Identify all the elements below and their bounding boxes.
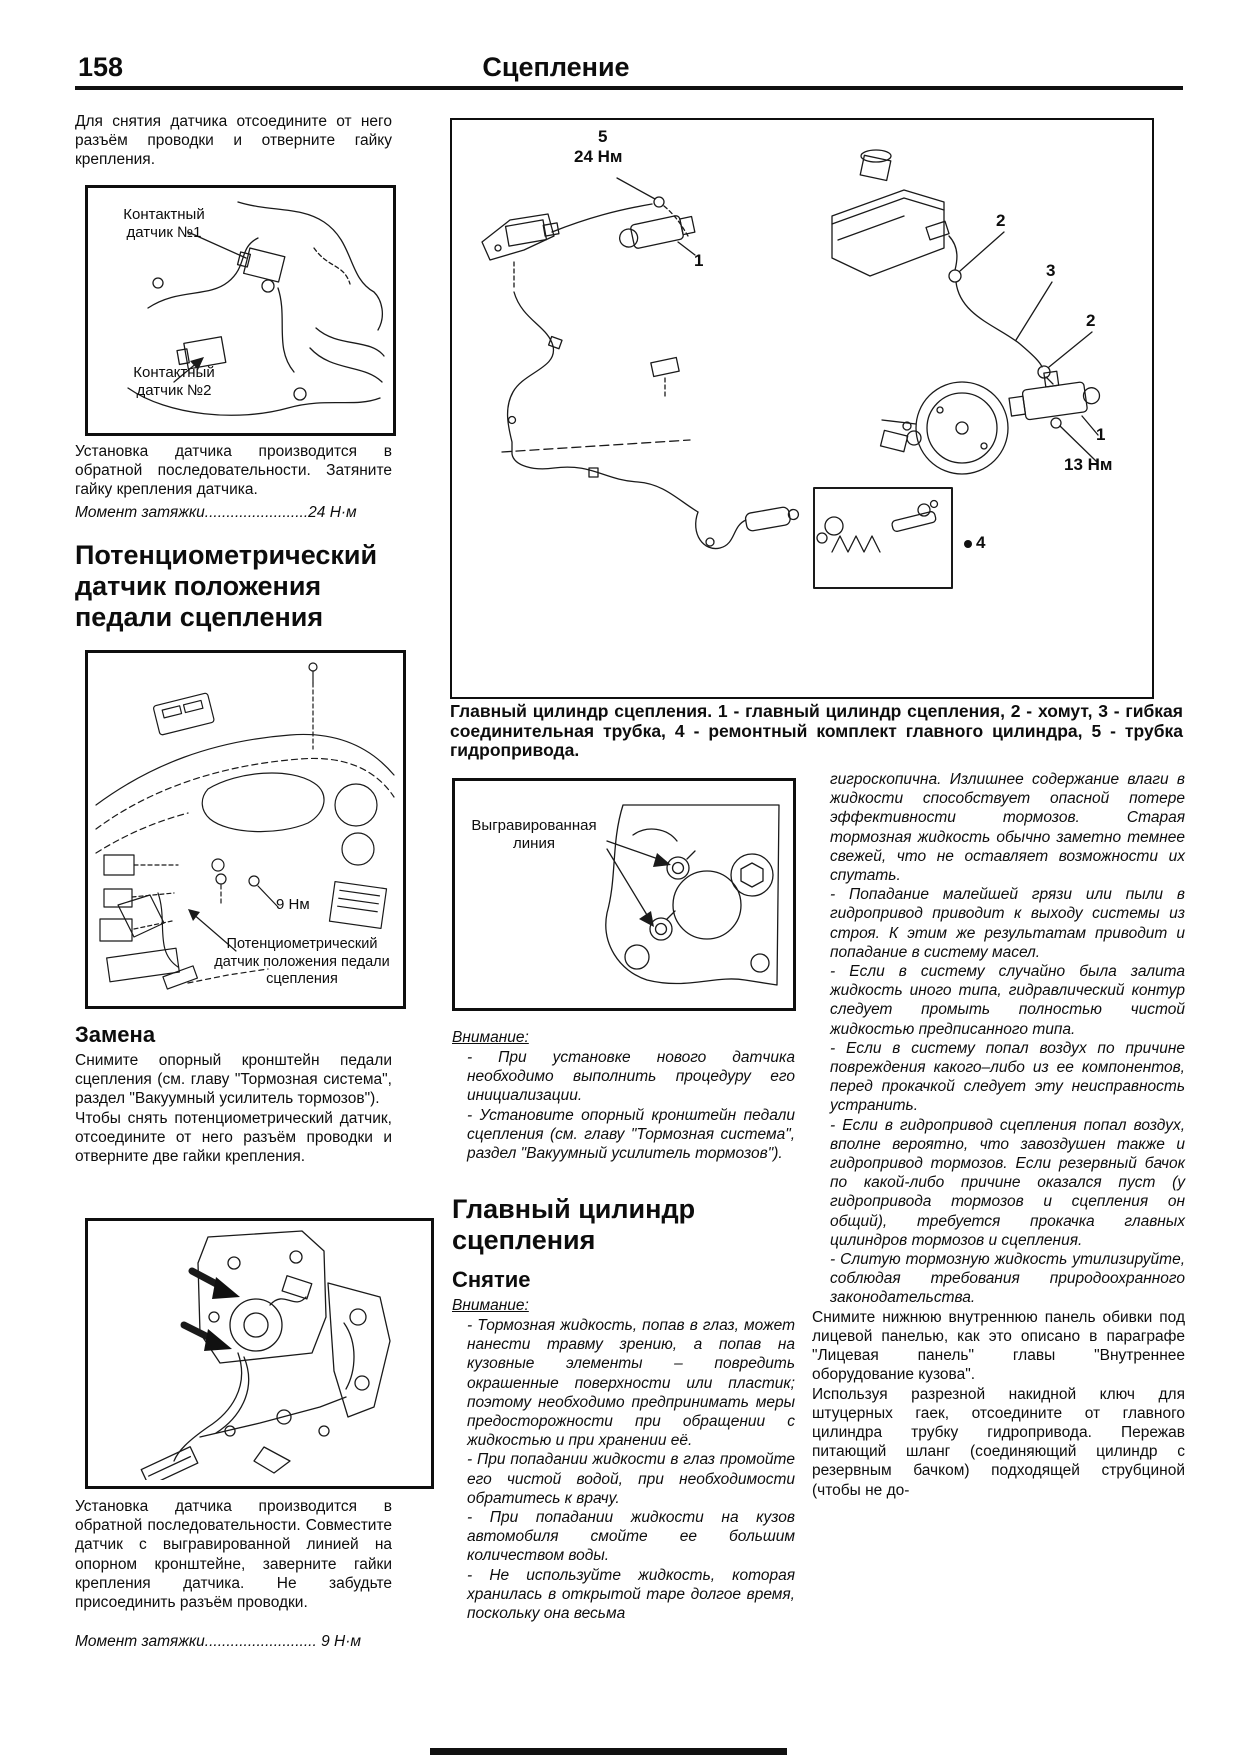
diagram-caption: Главный цилиндр сцепления. 1 - главный цилиндр сцепления, 2 - хомут, 3 - гибкая соединительная трубка, 4 - ремонтный комплект главного цилиндра, 5 - трубка гидропривода. — [450, 701, 1183, 760]
master-cylinder-drawing — [452, 120, 1147, 692]
replace-paragraphs — [75, 1051, 392, 1166]
section-heading-master-cylinder: Главный цилиндр сцепления — [452, 1194, 696, 1255]
attention-item: - При попадании жидкости в глаз промойте его чистой водой, при необходимости обратитесь к врачу. — [467, 1451, 795, 1507]
subsection-heading-replace: Замена — [75, 1022, 156, 1047]
replace-paragraph-2: Чтобы снять потенциометрический датчик, отсоедините от него разъём проводки и отверните две гайки крепления. — [75, 1109, 392, 1166]
attention-heading-2: Внимание: — [452, 1297, 529, 1314]
callout-13nm: 13 Нм — [1064, 455, 1113, 474]
text-continuation: гигроскопична. Излишнее содержание влаги в жидкости способствует опасной потере эффективности тормозов. Старая тормозная жидкость обычно заметно темнее свежей, что не оставляет возможности их спутать. — [830, 771, 1185, 885]
pedal-drawing — [88, 1221, 425, 1480]
callout-1a: 1 — [694, 251, 704, 270]
bullet-paragraph: - Если в систему случайно была залита жидкость иного типа, гидравлический контур следует промыть полностью чистой жидкостью предписанного типа. — [830, 963, 1185, 1038]
sensor1-label: Контактный датчик №1 — [123, 206, 205, 241]
attention-list-2 — [452, 1316, 795, 1623]
replace-paragraph-1: Снимите опорный кронштейн педали сцепления (см. главу "Тормозная система", раздел "Вакуумный усилитель тормозов"). — [75, 1052, 392, 1108]
bullet-paragraph: - Если в систему попал воздух по причине повреждения какого–либо из ее компонентов, перед прокачкой следует эту неисправность устранить. — [830, 1039, 1185, 1115]
bottom-scan-strip — [430, 1748, 787, 1755]
body-paragraph: Снимите нижнюю внутреннюю панель обивки под лицевой панелью, как это описано в параграфе "Лицевая панель" главы "Внутреннее оборудование кузова". — [812, 1308, 1185, 1384]
callout-5: 5 — [598, 127, 608, 146]
figure-dashboard — [85, 650, 406, 1009]
install-paragraph: Установка датчика производится в обратной последовательности. Затяните гайку крепления датчика. — [75, 443, 392, 499]
attention-heading-1: Внимание: — [452, 1029, 529, 1046]
callout-1b: 1 — [1096, 425, 1106, 444]
page-number: 158 — [78, 52, 124, 82]
section-heading-potentiometric: Потенциометрический датчик положения педали сцепления — [75, 540, 378, 632]
figure-engraved-line — [452, 778, 796, 1011]
body-paragraph: Используя разрезной накидной ключ для штуцерных гаек, отсоедините от главного цилиндра трубку гидропривода. Пережав питающий шланг (соединяющий цилиндр с резервным бачком) подходящей струбциной (чтобы не до- — [812, 1385, 1185, 1499]
callout-4: 4 — [976, 533, 986, 552]
callout-24nm: 24 Нм — [574, 147, 623, 166]
subsection-heading-removal: Снятие — [452, 1267, 531, 1292]
bullet-paragraph: - Слитую тормозную жидкость утилизируйте, соблюдая требования природоохранного законодательства. — [830, 1251, 1185, 1307]
attention-item: - При установке нового датчика необходимо выполнить процедуру его инициализации. — [467, 1049, 795, 1105]
figure-pedal — [85, 1218, 434, 1489]
callout-3: 3 — [1046, 261, 1056, 280]
torque-label-9nm: 9 Нм — [276, 896, 310, 913]
attention-item: - При попадании жидкости на кузов автомобиля смойте ее большим количеством воды. — [467, 1509, 795, 1565]
sensor2-label: Контактный датчик №2 — [133, 364, 215, 399]
intro-paragraph: Для снятия датчика отсоедините от него разъём проводки и отверните гайку крепления. — [75, 113, 392, 169]
attention-item: - Установите опорный кронштейн педали сцепления (см. главу "Тормозная система", раздел "Вакуумный усилитель тормозов"). — [467, 1106, 795, 1163]
bullet-paragraph: - Попадание малейшей грязи или пыли в гидропривод приводит к выходу системы из строя. К этим же результатам приводит и попадание в систему масел. — [830, 886, 1185, 961]
engraved-line-drawing — [455, 781, 787, 1002]
attention-item: - Тормозная жидкость, попав в глаз, может нанести травму зрению, а попав на кузовные элементы – повредить окрашенные поверхности или пластик; поэтому необходимо предпринимать меры предосторожности при обращении с жидкостью и при хранении её. — [467, 1317, 795, 1450]
attention-list-1 — [452, 1048, 795, 1163]
right-column — [812, 770, 1185, 1500]
torque-note-24nm: Момент затяжки........................24 Н·м — [75, 504, 357, 521]
callout-2a: 2 — [996, 211, 1006, 230]
page-title: Сцепление — [482, 52, 630, 82]
figure-contact-sensors — [85, 185, 396, 436]
figure-master-cylinder — [450, 118, 1154, 699]
attention-item: - Не используйте жидкость, которая хранилась в открытой таре долгое время, поскольку она весьма — [467, 1566, 795, 1623]
torque-note-9nm: Момент затяжки.......................... 9 Н·м — [75, 1633, 361, 1650]
header-rule — [75, 86, 1183, 90]
install-paragraph-2: Установка датчика производится в обратной последовательности. Совместите датчик с выгравированной линией на опорном кронштейне, заверните гайки крепления датчика. Не забудьте присоединить разъём проводки. — [75, 1498, 392, 1612]
callout-2b: 2 — [1086, 311, 1096, 330]
figure-caption-sensor: Потенциометрический датчик положения педали сцепления — [214, 936, 390, 987]
engraved-line-label: Выгравированная линия — [471, 817, 597, 852]
bullet-paragraph: - Если в гидропривод сцепления попал воздух, вполне вероятно, что завоздушен также и гидропривод тормозов. Если резервный бачок по какой-либо причине оказался пуст (у гидропривода тормозов и сцепления он общий), требуется прокачка главных цилиндров тормозов и сцепления. — [830, 1116, 1185, 1249]
